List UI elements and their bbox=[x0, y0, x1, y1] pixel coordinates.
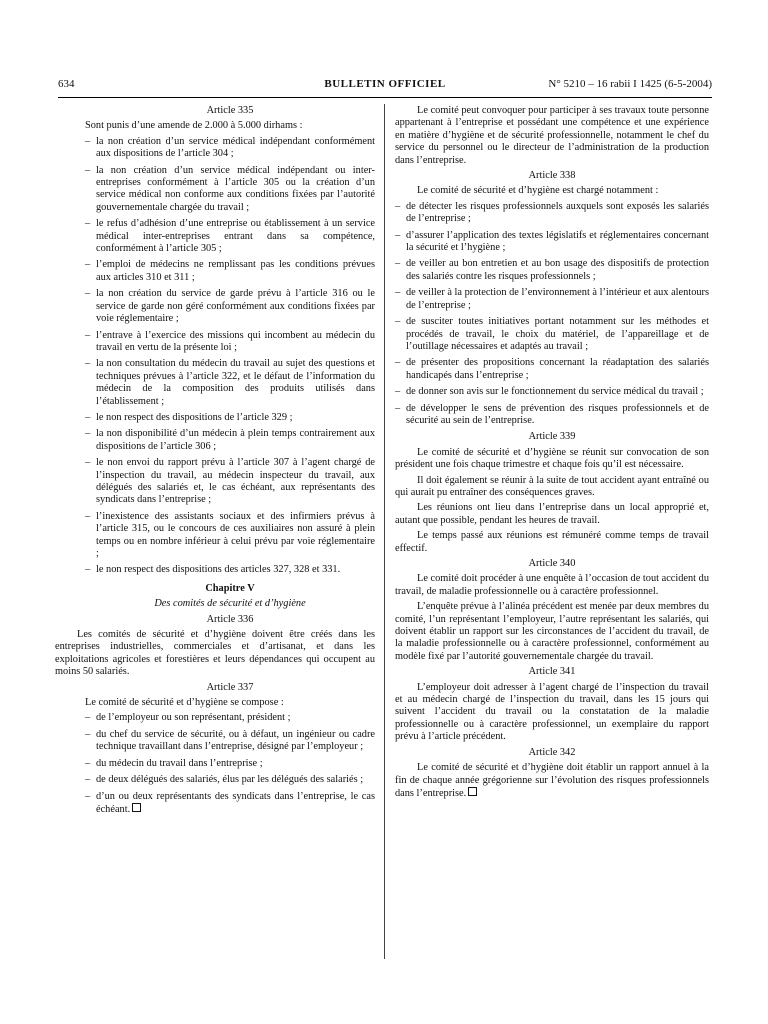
page-header bbox=[58, 76, 712, 94]
list-item: – de donner son avis sur le fonctionnement du service médical du travail ; bbox=[395, 386, 709, 398]
left-column bbox=[55, 105, 375, 820]
paragraph: Le comité de sécurité et d’hygiène se réunit sur convocation de son président une fois chaque trimestre et chaque fois qu’il est nécessaire. bbox=[395, 446, 709, 471]
header-rule bbox=[58, 97, 712, 98]
list-item: – l’entrave à l’exercice des missions qui incombent au médecin du travail en vertu de la présente loi ; bbox=[85, 330, 375, 355]
article-336-text: Les comités de sécurité et d’hygiène doivent être créés dans les entreprises industrielles, commerciales et d’artisanat, et dans les exploitations agricoles et forestières et leurs dépendances qui occupent au moins 50 salariés. bbox=[55, 629, 375, 678]
paragraph: Le temps passé aux réunions est rémunéré comme temps de travail effectif. bbox=[395, 530, 709, 554]
list-item: – de détecter les risques professionnels auxquels sont exposés les salariés de l’entreprise ; bbox=[395, 201, 709, 226]
article-339-title: Article 339 bbox=[528, 431, 576, 443]
list-item: – la non création d’un service médical indépendant ou inter-entreprises conformément à l’article 305 ou la création d’un service médical non conforme aux conditions fixées par l’autorité gouvernementale chargée du travail ; bbox=[85, 165, 375, 215]
list-item bbox=[85, 791, 375, 817]
end-mark-icon bbox=[468, 787, 477, 796]
article-342-text: Le comité de sécurité et d’hygiène doit établir un rapport annuel à la fin de chaque année grégorienne sur l’évolution des risques professionnels dans l’entreprise. bbox=[395, 762, 709, 799]
article-341-title: Article 341 bbox=[528, 666, 576, 678]
chapter-subtitle: Des comités de sécurité et d’hygiène bbox=[154, 598, 306, 610]
page-number: 634 bbox=[58, 78, 75, 90]
right-column bbox=[395, 105, 709, 803]
paragraph: Les réunions ont lieu dans l’entreprise dans un local approprié et, autant que possible, pendant les heures de travail. bbox=[395, 502, 709, 526]
list-item: – le non respect des dispositions de l’article 329 ; bbox=[85, 412, 375, 424]
committee-invite-paragraph: Le comité peut convoquer pour participer à ses travaux toute personne appartenant à l’entreprise et possédant une compétence et une expérience en matière d’hygiène et de sécurité professionnelle, notamment le chef du service du personnel ou le directeur de l’administration de la production dans l’entreprise. bbox=[395, 105, 709, 166]
article-342-title: Article 342 bbox=[528, 746, 576, 758]
issue-reference: N° 5210 – 16 rabii I 1425 (6-5-2004) bbox=[548, 78, 712, 90]
article-340-title: Article 340 bbox=[528, 558, 576, 569]
end-mark-icon bbox=[132, 803, 141, 812]
article-338-title: Article 338 bbox=[528, 170, 576, 182]
list-item: – l’emploi de médecins ne remplissant pas les conditions prévues aux articles 310 et 311 ; bbox=[85, 259, 375, 284]
list-item: – le non envoi du rapport prévu à l’article 307 à l’agent chargé de l’inspection du travail, au médecin inspecteur du travail, aux délégués des salariés et, le cas échéant, aux représentants des syndicats dans l’entreprise ; bbox=[85, 457, 375, 507]
article-335-title: Article 335 bbox=[206, 105, 254, 116]
paragraph: Le comité doit procéder à une enquête à l’occasion de tout accident du travail, de maladie professionnelle ou à caractère professionnel. bbox=[395, 573, 709, 597]
article-337-intro: Le comité de sécurité et d’hygiène se compose : bbox=[85, 697, 284, 709]
paragraph: L’enquête prévue à l’alinéa précédent est menée par deux membres du comité, l’un représentant l’employeur, l’autre représentant les salariés, qui doivent établir un rapport sur les circonstances de l’accident du travail, de la maladie professionnelle ou à caractère professionnel, conformément au modèle fixé par l’autorité gouvernementale chargée du travail. bbox=[395, 601, 709, 662]
list-item: – du chef du service de sécurité, ou à défaut, un ingénieur ou cadre technique travaillant dans l’entreprise, désigné par l’employeur ; bbox=[85, 729, 375, 754]
article-342-paragraph bbox=[395, 762, 709, 800]
article-338-intro: Le comité de sécurité et d’hygiène est chargé notamment : bbox=[417, 185, 659, 197]
list-item: – de veiller au bon entretien et au bon usage des dispositifs de protection des salariés contre les risques professionnels ; bbox=[395, 258, 709, 283]
article-336-title: Article 336 bbox=[206, 613, 254, 625]
article-341-text: L’employeur doit adresser à l’agent chargé de l’inspection du travail et au médecin chargé de l’inspection du travail, dans les 15 jours qui suivent l’accident du travail ou la constatation de la maladie professionnelle ou à caractère professionnel, un exemplaire du rapport prévu à l’article précédent. bbox=[395, 681, 709, 743]
list-item: – de susciter toutes initiatives portant notamment sur les méthodes et procédés de travail, le choix du matériel, de l’appareillage et de l’outillage nécessaires et adaptés au travail ; bbox=[395, 316, 709, 353]
column-divider bbox=[384, 104, 385, 959]
article-335-intro: Sont punis d’une amende de 2.000 à 5.000 dirhams : bbox=[85, 120, 303, 132]
list-item: – la non consultation du médecin du travail au sujet des questions et techniques prévues à l’article 322, et le défaut de l’information du médecin de la composition des produits utilisés dans l’établissement ; bbox=[85, 358, 375, 408]
list-item: – l’inexistence des assistants sociaux et des infirmiers prévus à l’article 315, ou le concours de ces auxiliaires non assuré à plein temps ou en nombre inférieur à celui prévu par voie réglementaire ; bbox=[85, 511, 375, 561]
list-item: – de développer le sens de prévention des risques professionnels et de sécurité au sein de l’entreprise. bbox=[395, 403, 709, 428]
list-item: – la non création du service de garde prévu à l’article 316 ou le service de garde non géré conformément aux conditions fixées par voie réglementaire ; bbox=[85, 288, 375, 325]
article-337-title: Article 337 bbox=[206, 681, 254, 693]
list-item-text: d’un ou deux représentants des syndicats dans l’entreprise, le cas échéant. bbox=[96, 790, 375, 815]
list-item: – de deux délégués des salariés, élus par les délégués des salariés ; bbox=[85, 774, 375, 786]
list-item: – la non création d’un service médical indépendant conformément aux dispositions de l’article 304 ; bbox=[85, 136, 375, 161]
paragraph: Il doit également se réunir à la suite de tout accident ayant entraîné ou qui aurait pu entraîner des conséquences graves. bbox=[395, 474, 709, 498]
list-item: – de l’employeur ou son représentant, président ; bbox=[85, 712, 375, 724]
chapter-title: Chapitre V bbox=[205, 582, 255, 594]
publication-title: BULLETIN OFFICIEL bbox=[324, 78, 446, 90]
list-item: – d’assurer l’application des textes législatifs et réglementaires concernant la sécurité et l’hygiène ; bbox=[395, 230, 709, 255]
list-item: – le non respect des dispositions des articles 327, 328 et 331. bbox=[85, 564, 375, 576]
list-item: – la non disponibilité d’un médecin à plein temps contrairement aux dispositions de l’article 306 ; bbox=[85, 428, 375, 453]
list-item: – de présenter des propositions concernant la réadaptation des salariés handicapés dans l’entreprise ; bbox=[395, 357, 709, 382]
list-item: – le refus d’adhésion d’une entreprise ou établissement à un service médical inter-entreprises entrant dans sa compétence, conformément à l’article 305 ; bbox=[85, 218, 375, 255]
list-item: – de veiller à la protection de l’environnement à l’intérieur et aux alentours de l’entreprise ; bbox=[395, 287, 709, 312]
list-item: – du médecin du travail dans l’entreprise ; bbox=[85, 758, 375, 770]
